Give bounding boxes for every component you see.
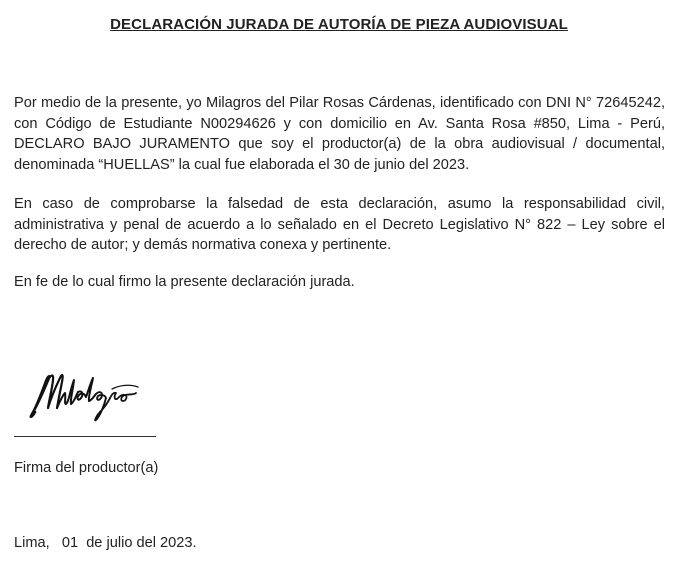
declaration-paragraph: Por medio de la presente, yo Milagros del Pilar Rosas Cárdenas, identificado con DNI N° 72645242, con Código de Estudiante N00294626 y con domicilio en Av. Santa Rosa #850, Lima - Perú, DECLARO BAJO JURAMENTO que soy el productor(a) de la obra audiovisual / documental, denominada “HUELLAS” la cual fue elaborada el 30 de junio del 2023. xyxy=(14,95,665,173)
handwritten-signature xyxy=(26,368,144,424)
closing-paragraph: En fe de lo cual firmo la presente declaración jurada. xyxy=(14,274,355,290)
document-title: DECLARACIÓN JURADA DE AUTORÍA DE PIEZA AUDIOVISUAL xyxy=(110,16,568,33)
signature-line xyxy=(14,436,156,437)
place-and-date: Lima, 01 de julio del 2023. xyxy=(14,535,197,551)
liability-paragraph: En caso de comprobarse la falsedad de esta declaración, asumo la responsabilidad civil, administrativa y penal de acuerdo a lo señalado en el Decreto Legislativo N° 822 – Ley sobre el derecho de autor; y demás normativa conexa y pertinente. xyxy=(14,196,665,253)
signature-caption: Firma del productor(a) xyxy=(14,460,159,476)
